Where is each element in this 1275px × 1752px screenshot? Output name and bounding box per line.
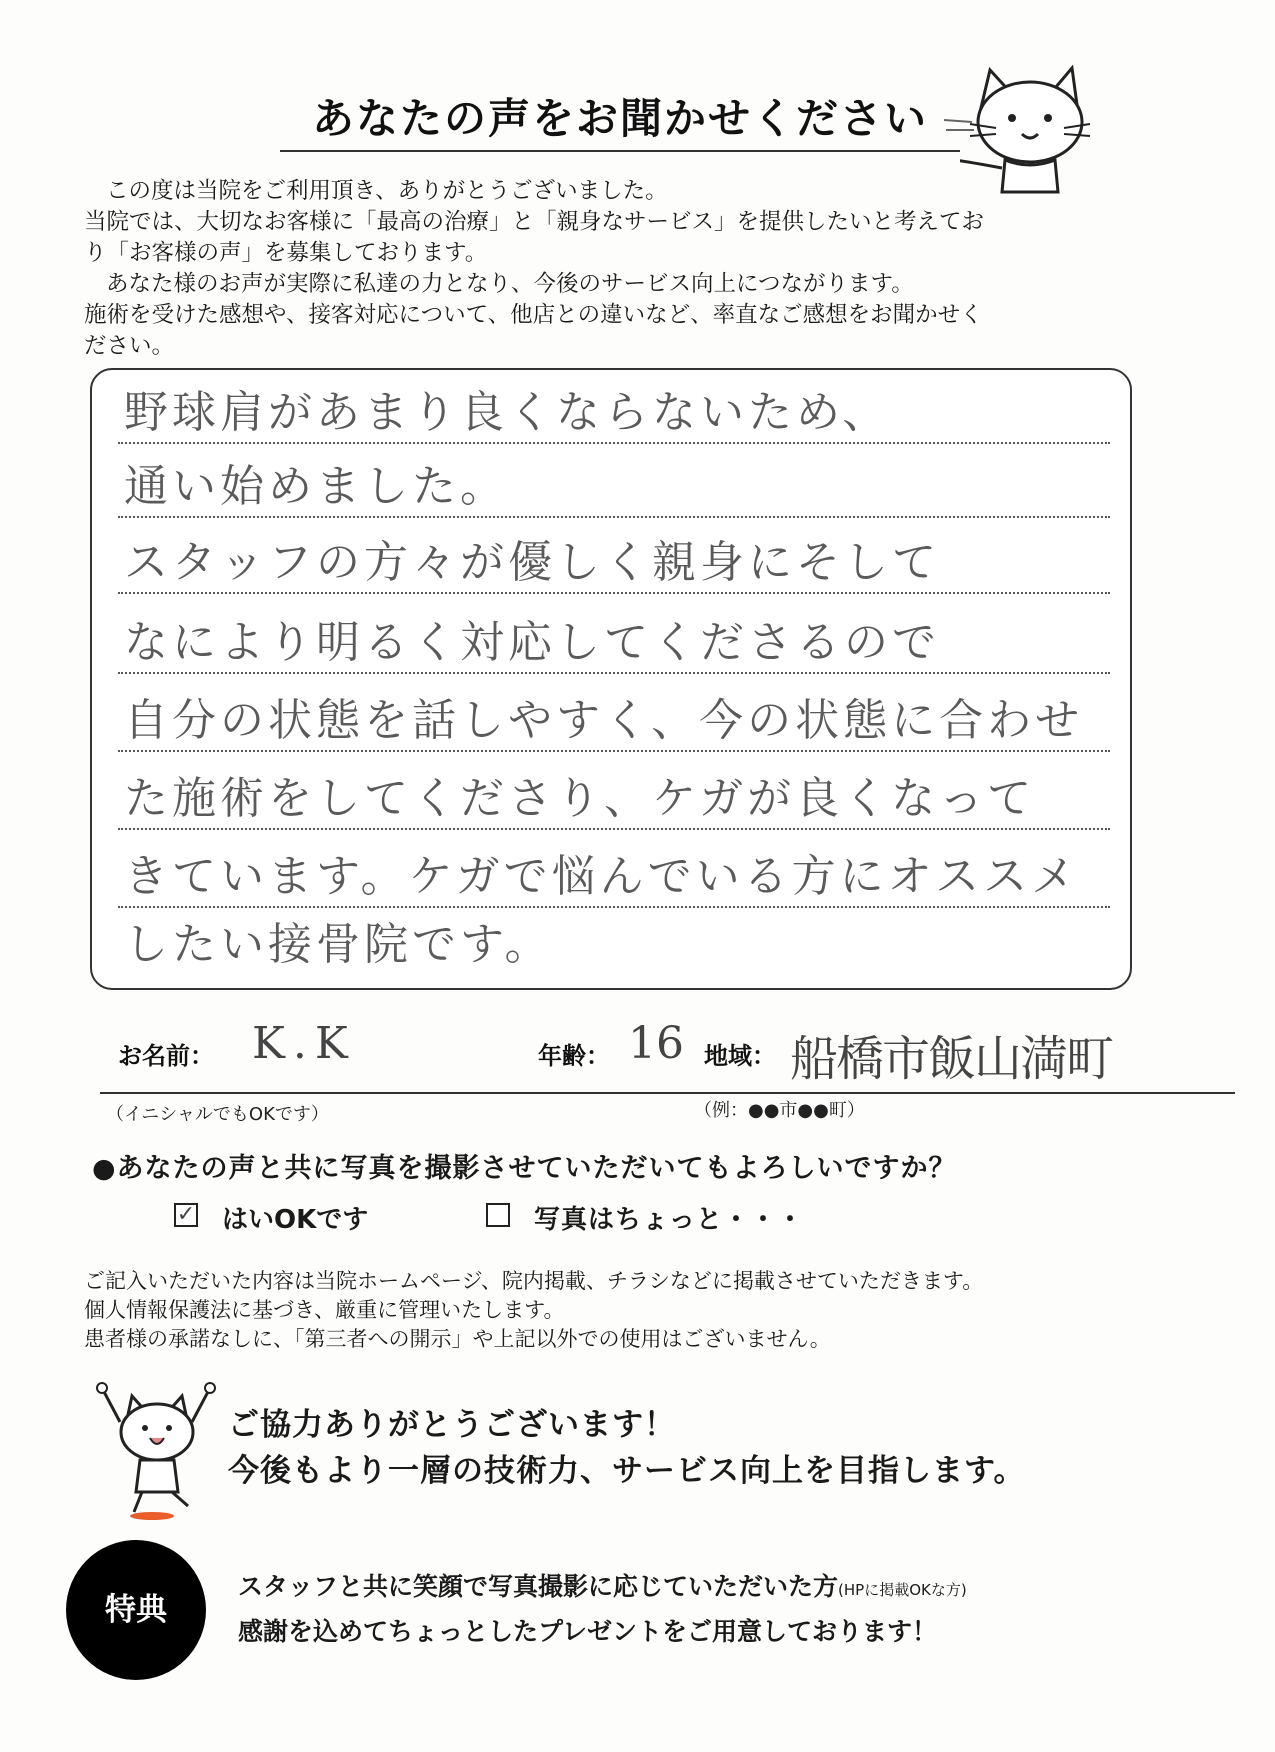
comment-text: た施術をしてくださり、ケガが良くなって (124, 773, 1036, 824)
region-value[interactable]: 船橋市飯山満町 (790, 1031, 1113, 1087)
comment-text: きています。ケガで悩んでいる方にオススメ (124, 851, 1080, 902)
comment-line (118, 537, 1110, 594)
bonus-line-note: (HPに掲載OKな方) (838, 1581, 967, 1599)
comment-line (118, 695, 1110, 752)
privacy-line: 個人情報保護法に基づき、厳重に管理いたします。 (84, 1298, 565, 1322)
form-rule (100, 1092, 1235, 1094)
region-note: （例：●●市●●町） (694, 1100, 865, 1121)
bonus-line-text: スタッフと共に笑顔で写真撮影に応じていただいた方 (238, 1572, 839, 1601)
intro-line: この度は当院をご利用頂き、ありがとうございました。 (106, 178, 668, 204)
comment-text: 通い始めました。 (124, 461, 508, 512)
age-value[interactable]: 16 (628, 1018, 684, 1069)
consent-yes-label[interactable]: はいOKです (222, 1205, 369, 1235)
thanks-message (228, 1402, 1026, 1494)
name-label: お名前： (118, 1042, 214, 1070)
intro-line: り「お客様の声」を募集しております。 (84, 240, 488, 266)
thanks-line: ご協力ありがとうございます！ (228, 1407, 676, 1443)
consent-yes-checkbox[interactable]: ✓ (174, 1203, 198, 1227)
comment-line (118, 461, 1110, 518)
age-label: 年齢： (538, 1042, 610, 1070)
page-title: あなたの声をお聞かせください (311, 94, 928, 143)
name-value[interactable]: K.K (252, 1018, 356, 1069)
intro-line: 当院では、大切なお客様に「最高の治療」と「親身なサービス」を提供したいと考えてお (84, 209, 985, 235)
photo-consent-question: ●あなたの声と共に写真を撮影させていただいてもよろしいですか？ (92, 1153, 957, 1184)
region-label: 地域： (704, 1042, 776, 1070)
title-underline (280, 150, 960, 152)
comment-text: 野球肩があまり良くならないため、 (124, 387, 891, 438)
cat-mascot-cheering-icon (92, 1382, 222, 1522)
comment-line (118, 773, 1110, 830)
bonus-line: 感謝を込めてちょっとしたプレゼントをご用意しております！ (238, 1617, 938, 1646)
consent-no-checkbox[interactable] (486, 1203, 510, 1227)
intro-line: 施術を受けた感想や、接客対応について、他店との違いなど、率直なご感想をお聞かせく (84, 302, 983, 328)
intro-line: ださい。 (84, 333, 175, 359)
comment-line (118, 617, 1110, 674)
bonus-text (238, 1566, 967, 1653)
privacy-line: 患者様の承諾なしに、「第三者への開示」や上記以外での使用はございません。 (84, 1327, 831, 1351)
comment-text: 自分の状態を話しやすく、今の状態に合わせ (124, 695, 1084, 746)
intro-text (84, 176, 1134, 362)
intro-line: あなた様のお声が実際に私達の力となり、今後のサービス向上につながります。 (106, 271, 914, 297)
bonus-badge: 特典 (66, 1540, 206, 1680)
privacy-line: ご記入いただいた内容は当院ホームページ、院内掲載、チラシなどに掲載させていただきます。 (84, 1269, 984, 1293)
comment-text: スタッフの方々が優しく親身にそして (124, 537, 940, 588)
comment-text: なにより明るく対応してくださるので (124, 617, 940, 668)
privacy-notice (84, 1267, 1184, 1354)
comment-line (118, 387, 1110, 444)
name-note: （イニシャルでもOKです） (106, 1104, 329, 1125)
comment-box[interactable] (90, 368, 1132, 990)
comment-text: したい接骨院です。 (124, 919, 553, 970)
thanks-line: 今後もより一層の技術力、サービス向上を目指します。 (228, 1453, 1026, 1489)
motion-lines-icon (942, 112, 982, 142)
consent-no-label[interactable]: 写真はちょっと・・・ (534, 1205, 805, 1235)
bonus-line (238, 1566, 967, 1611)
